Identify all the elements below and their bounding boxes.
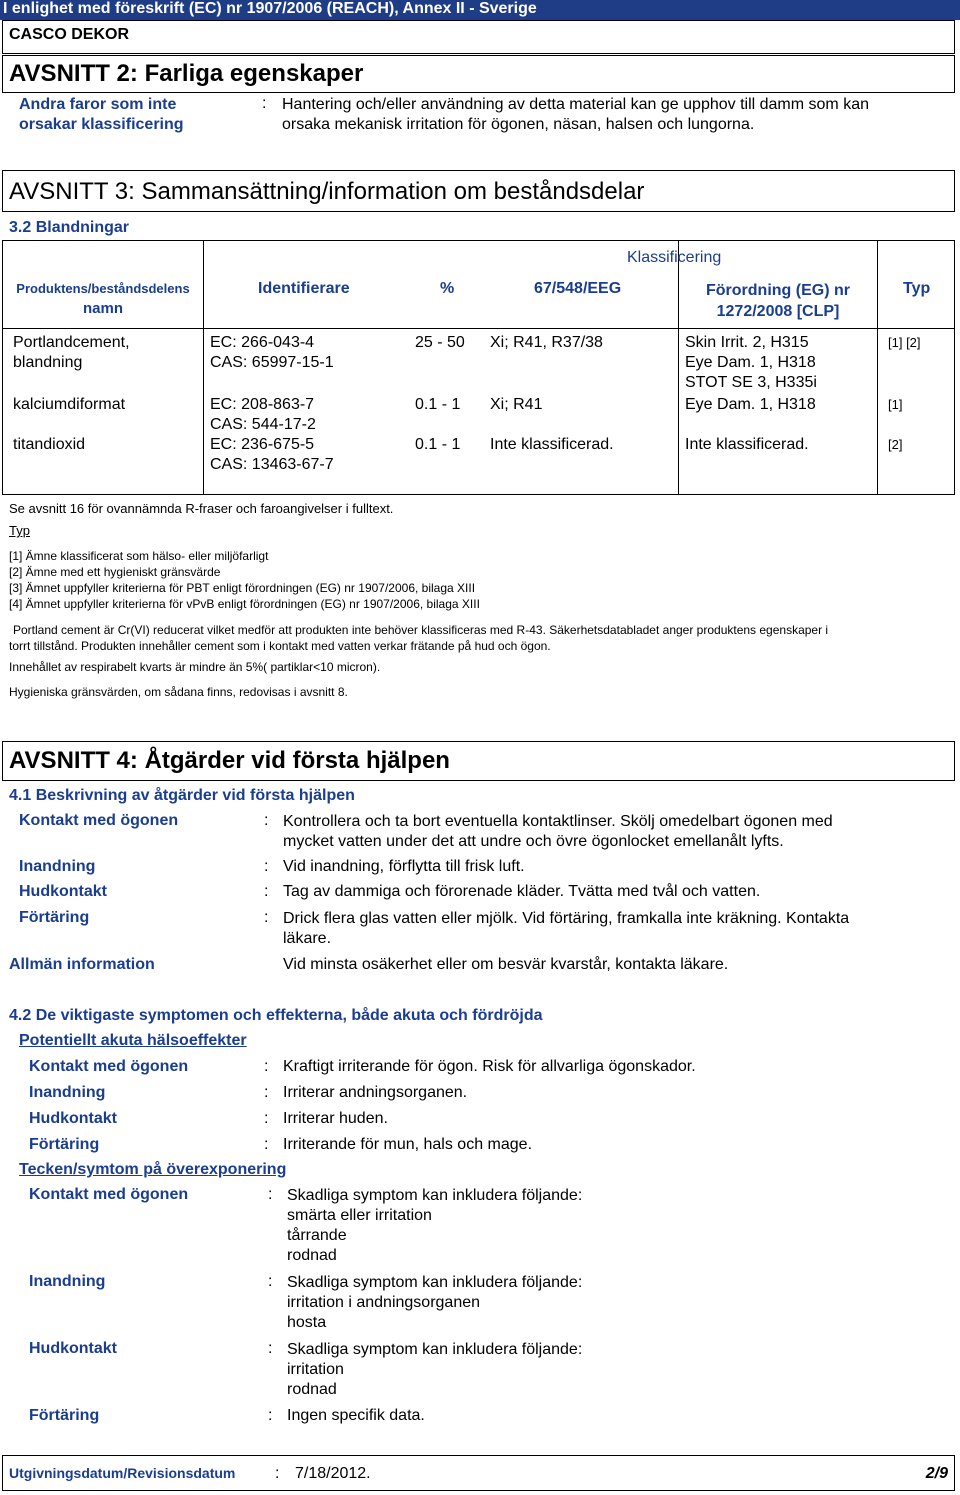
signs-skin-line: irritation [287,1361,344,1378]
row1-pct: 25 - 50 [415,334,465,351]
fa-skin-text: Tag av dammiga och förorenade kläder. Tvätta med tvål och vatten. [283,883,761,900]
row3-name: titandioxid [13,436,86,453]
signs-eye-line: Skadliga symptom kan inkludera följande: [287,1187,583,1204]
row3-cas: CAS: 13463-67-7 [210,456,334,473]
row2-eec: Xi; R41 [490,396,543,413]
acute-eye-label: Kontakt med ögonen [29,1058,189,1075]
row1-clp-line2: Eye Dam. 1, H318 [685,354,816,371]
table-col-name [4,279,202,319]
acute-skin-colon: : [264,1110,269,1127]
product-name: CASCO DEKOR [9,26,130,43]
row1-ec: EC: 266-043-4 [210,334,315,351]
fa-ingest-text [283,909,849,949]
section2-text [282,95,869,135]
row2-cas: CAS: 544-17-2 [210,416,316,433]
fa-eye-text-line2: mycket vatten under det att undre och övre ögonlocket emellanålt lyfts. [283,833,784,850]
fa-inhal-text: Vid inandning, förflytta till frisk luft. [283,858,525,875]
table-col-name-line1: Produktens/beståndsdelens [16,281,190,296]
signs-inhal-line: Skadliga symptom kan inkludera följande: [287,1274,583,1291]
row1-typ: [1] [2] [888,335,921,350]
typ-note: [2] Ämne med ett hygieniskt gränsvärde [9,565,221,579]
fa-ingest-label: Förtäring [19,909,90,926]
acute-eye-colon: : [264,1058,269,1075]
section2-heading: AVSNITT 2: Farliga egenskaper [9,60,364,87]
typ-notes [9,548,480,612]
fa-eye-text-line1: Kontrollera och ta bort eventuella kontaktlinser. Skölj omedelbart ögonen med [283,813,833,830]
acute-heading: Potentiellt akuta hälsoeffekter [19,1032,247,1049]
table-col-eec: 67/548/EEG [534,280,622,297]
section2-header [2,55,955,93]
section2-text-line1: Hantering och/eller användning av detta material kan ge upphov till damm som kan [282,96,869,113]
table-col-name-line2: namn [82,300,123,317]
signs-eye-text [287,1186,582,1266]
row3-pct: 0.1 - 1 [415,436,461,453]
typ-note: [1] Ämne klassificerat som hälso- eller miljöfarligt [9,549,269,563]
section42-heading: 4.2 De viktigaste symptomen och effekterna, både akuta och fördröjda [9,1007,543,1024]
acute-ingest-colon: : [264,1136,269,1153]
hygiene-note: Hygieniska gränsvärden, om sådana finns, redovisas i avsnitt 8. [9,685,348,699]
footer-label: Utgivningsdatum/Revisionsdatum [9,1465,236,1481]
section2-colon: : [262,95,267,112]
fa-ingest-text-line1: Drick flera glas vatten eller mjölk. Vid förtäring, framkalla inte kräkning. Kontakta [283,910,850,927]
cement-note [9,622,954,654]
acute-inhal-text: Irriterar andningsorganen. [283,1084,468,1101]
row3-ec: EC: 236-675-5 [210,436,315,453]
section2-label [19,95,184,135]
row3-clp: Inte klassificerad. [685,436,809,453]
typ-note: [4] Ämnet uppfyller kriterierna för vPvB enligt förordningen (EG) nr 1907/2006, bilaga XIII [9,597,480,611]
cement-note-line2: torrt tillstånd. Produkten innehåller cement som i kontakt med vatten verkar frätande på hud och ögon. [9,639,551,653]
cement-note-line1: Portland cement är Cr(VI) reducerat vilket medför att produkten inte behöver klassificeras med R-43. Säkerhetsdatabladet anger produktens egenskaper i [13,623,829,637]
acute-ingest-label: Förtäring [29,1136,100,1153]
acute-ingest-text: Irriterande för mun, hals och mage. [283,1136,533,1153]
footer [2,1455,955,1491]
table-col-id: Identifierare [258,280,350,297]
row3-typ: [2] [888,437,903,452]
row2-ec: EC: 208-863-7 [210,396,315,413]
acute-inhal-colon: : [264,1084,269,1101]
signs-ingest-text: Ingen specifik data. [287,1407,425,1424]
table-col-clp-line2: 1272/2008 [CLP] [716,303,840,320]
fa-inhal-colon: : [264,858,269,875]
header-title: I enlighet med föreskrift (EC) nr 1907/2006 (REACH), Annex II - Sverige [3,0,537,17]
fa-eye-label: Kontakt med ögonen [19,812,179,829]
section3-header [2,170,955,212]
row2-typ: [1] [888,397,903,412]
row1-cas: CAS: 65997-15-1 [210,354,334,371]
fa-ingest-colon: : [264,909,269,926]
table-row [13,333,130,373]
signs-heading: Tecken/symtom på överexponering [19,1161,287,1178]
fa-inhal-label: Inandning [19,858,96,875]
typ-note: [3] Ämnet uppfyller kriterierna för PBT enligt förordningen (EG) nr 1907/2006, bilaga XIII [9,581,476,595]
section4-header [2,741,955,781]
general-info-text: Vid minsta osäkerhet eller om besvär kvarstår, kontakta läkare. [283,956,729,973]
signs-skin-line: rodnad [287,1381,337,1398]
fa-skin-colon: : [264,883,269,900]
general-info-label: Allmän information [9,956,155,973]
footer-colon: : [275,1465,280,1482]
acute-skin-label: Hudkontakt [29,1110,117,1127]
acute-inhal-label: Inandning [29,1084,106,1101]
header-bar [0,0,960,20]
signs-inhal-colon: : [268,1273,273,1290]
row1-clp-line1: Skin Irrit. 2, H315 [685,334,809,351]
signs-eye-line: smärta eller irritation [287,1207,432,1224]
quartz-note: Innehållet av respirabelt kvarts är mindre än 5%( partiklar<10 micron). [9,660,381,674]
footer-date: 7/18/2012. [295,1465,371,1482]
table-col-pct: % [440,280,455,297]
row2-name: kalciumdiformat [13,396,126,413]
signs-ingest-colon: : [268,1407,273,1424]
signs-skin-label: Hudkontakt [29,1340,117,1357]
page-number: 2/9 [925,1465,948,1482]
typ-label: Typ [9,523,30,538]
product-name-box [2,20,955,54]
section2-label-line2: orsakar klassificering [19,116,184,133]
acute-skin-text: Irriterar huden. [283,1110,388,1127]
signs-inhal-line: hosta [287,1314,327,1331]
fa-eye-colon: : [264,812,269,829]
acute-eye-text: Kraftigt irriterande för ögon. Risk för allvarliga ögonskador. [283,1058,696,1075]
fa-skin-label: Hudkontakt [19,883,107,900]
table-col-typ: Typ [903,280,931,297]
row1-clp-line3: STOT SE 3, H335i [685,374,817,391]
signs-eye-line: tårrande [287,1227,347,1244]
signs-skin-colon: : [268,1340,273,1357]
fa-eye-text [283,812,833,852]
section3-heading: AVSNITT 3: Sammansättning/information om beståndsdelar [9,178,645,205]
signs-inhal-line: irritation i andningsorganen [287,1294,481,1311]
section2-text-line2: orsaka mekanisk irritation för ögonen, näsan, halsen och lungorna. [282,116,755,133]
table-col-clp-line1: Förordning (EG) nr [706,282,850,299]
section41-heading: 4.1 Beskrivning av åtgärder vid första hjälpen [9,787,355,804]
row2-clp: Eye Dam. 1, H318 [685,396,816,413]
signs-eye-colon: : [268,1186,273,1203]
table-klass-header: Klassificering [627,249,722,266]
table-col-clp [680,280,876,322]
section2-label-line1: Andra faror som inte [19,96,177,113]
signs-skin-text [287,1340,582,1400]
signs-ingest-label: Förtäring [29,1407,100,1424]
fa-ingest-text-line2: läkare. [283,930,332,947]
signs-inhal-text [287,1273,582,1333]
signs-eye-label: Kontakt med ögonen [29,1186,189,1203]
section4-heading: AVSNITT 4: Åtgärder vid första hjälpen [9,747,450,774]
section3-subheading: 3.2 Blandningar [9,219,130,236]
signs-inhal-label: Inandning [29,1273,106,1290]
row3-eec: Inte klassificerad. [490,436,614,453]
signs-skin-line: Skadliga symptom kan inkludera följande: [287,1341,583,1358]
row1-name-line2: blandning [13,354,83,371]
row2-pct: 0.1 - 1 [415,396,461,413]
fulltext-note: Se avsnitt 16 för ovannämnda R-fraser och faroangivelser i fulltext. [9,501,394,516]
row1-name-line1: Portlandcement, [13,334,130,351]
row1-eec: Xi; R41, R37/38 [490,334,603,351]
signs-eye-line: rodnad [287,1247,337,1264]
